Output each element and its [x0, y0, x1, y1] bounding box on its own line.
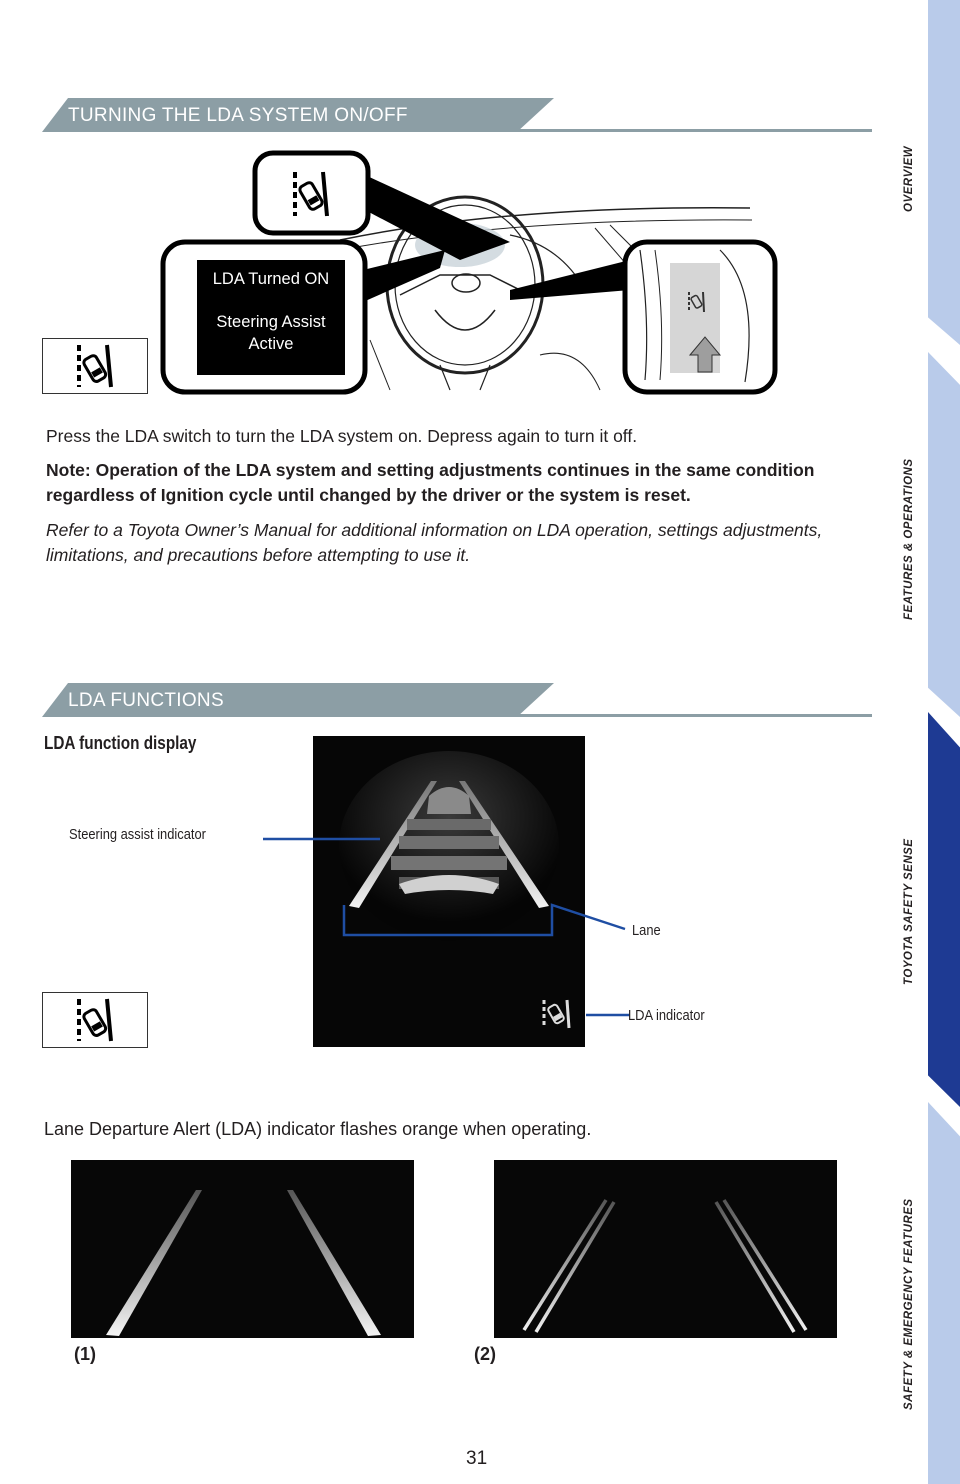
lda-indicator-icon	[43, 339, 147, 393]
image-label-2: (2)	[474, 1344, 496, 1364]
section-title: LDA FUNCTIONS	[68, 690, 224, 711]
callout-lines	[260, 825, 640, 1025]
display-line-3: Active	[248, 335, 294, 353]
display-line-2: Steering Assist	[216, 313, 326, 331]
multi-info-display	[197, 268, 345, 355]
lane-image-1	[71, 1160, 414, 1338]
lda-steering-icon-top	[285, 168, 335, 220]
instruction-paragraph: Press the LDA switch to turn the LDA system on. Depress again to turn it off.	[46, 426, 638, 446]
callout-steering-assist: Steering assist indicator	[69, 826, 206, 843]
note-paragraph: Note: Operation of the LDA system and setting adjustments continues in the same condition regardless of Ignition cycle until changed by the driver or the system is reset.	[46, 460, 815, 505]
steering-wheel-illustration	[40, 150, 790, 400]
nav-tab-features[interactable]	[928, 352, 960, 717]
display-line-1: LDA Turned ON	[212, 270, 330, 288]
callout-lda-indicator: LDA indicator	[628, 1007, 705, 1024]
lda-indicator-box	[42, 338, 148, 394]
refer-paragraph: Refer to a Toyota Owner’s Manual for additional information on LDA operation, settings adjustments, limitations, and precautions before attempting to use it.	[46, 520, 823, 565]
nav-tab-toyota-safety-sense[interactable]	[928, 712, 960, 1107]
nav-tab-overview[interactable]	[928, 0, 960, 345]
callout-lane: Lane	[632, 922, 661, 939]
page-number: 31	[466, 1448, 488, 1469]
nav-label-overview: OVERVIEW	[903, 146, 915, 212]
image-label-1: (1)	[74, 1344, 96, 1364]
lda-indicator-box-2	[42, 992, 148, 1048]
nav-tab-safety-emergency[interactable]	[928, 1102, 960, 1484]
lda-indicator-icon	[43, 993, 147, 1047]
subsection-title: LDA function display	[44, 733, 197, 753]
section-title: TURNING THE LDA SYSTEM ON/OFF	[68, 105, 408, 126]
lda-caption: Lane Departure Alert (LDA) indicator flashes orange when operating.	[44, 1119, 592, 1139]
lda-switch-icon	[684, 290, 708, 314]
lane-image-2	[494, 1160, 837, 1338]
